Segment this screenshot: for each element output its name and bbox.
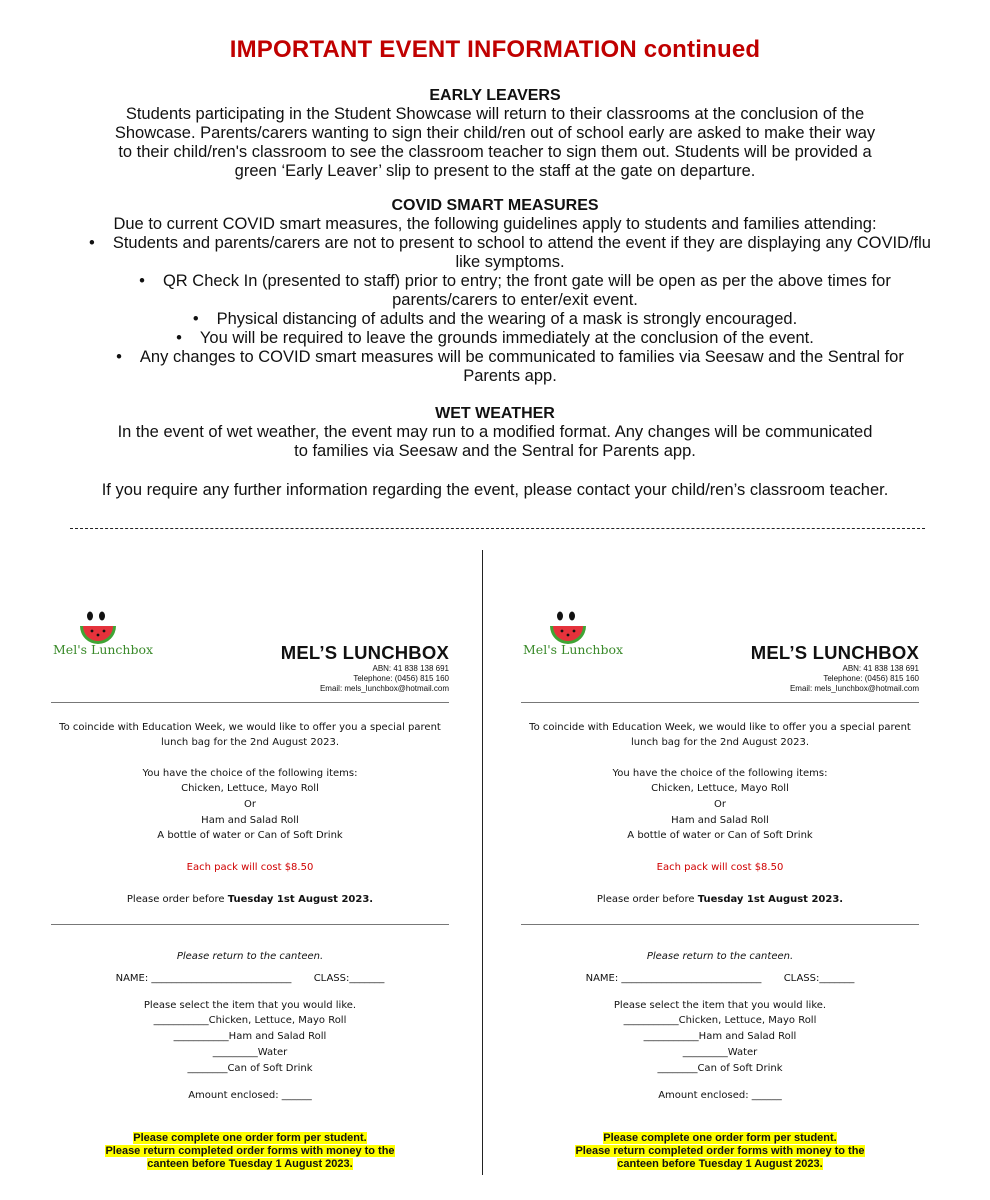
return-text: Please return to the canteen. [646,951,794,962]
business-phone: Telephone: (0456) 815 160 [353,674,449,683]
order-option[interactable]: ________Can of Soft Drink [657,1063,783,1074]
early-leavers-section [45,86,945,181]
intro-line: To coincide with Education Week, we would like to offer you a special parent [529,722,911,733]
select-text: Please select the item that you would like. [613,1000,827,1011]
return-text: Please return to the canteen. [176,951,324,962]
menu-item: A bottle of water or Can of Soft Drink [157,830,343,841]
class-field[interactable]: CLASS:_______ [783,973,855,984]
name-class-fields [45,971,455,987]
highlighted-notes [45,1132,455,1171]
covid-heading: COVID SMART MEASURES [391,197,599,214]
divider [51,702,449,703]
note-line: Please complete one order form per student. [603,1132,837,1144]
note-line: canteen before Tuesday 1 August 2023. [617,1158,823,1170]
note-line: Please return completed order forms with money to the [105,1145,395,1157]
order-deadline: Please order before Tuesday 1st August 2023. [126,894,374,905]
logo-text: Mel's Lunchbox [523,642,624,657]
name-field[interactable]: NAME: ____________________________ [115,973,292,984]
menu-item: Ham and Salad Roll [201,815,299,826]
covid-bullet: Any changes to COVID smart measures will be communicated to families via Seesaw and the Sentral for Parents app. [139,348,904,385]
covid-bullet: Physical distancing of adults and the wearing of a mask is strongly encouraged. [216,310,798,328]
amount-field[interactable]: Amount enclosed: ______ [658,1090,782,1101]
menu-item: Chicken, Lettuce, Mayo Roll [181,783,319,794]
order-deadline: Please order before Tuesday 1st August 2023. [596,894,844,905]
covid-bullet: Students and parents/carers are not to present to school to attend the event if they are displaying any COVID/flu like symptoms. [112,234,931,271]
class-field[interactable]: CLASS:_______ [313,973,385,984]
order-option[interactable]: _________Water [682,1047,758,1058]
menu-or: Or [244,799,256,810]
name-field[interactable]: NAME: ____________________________ [585,973,762,984]
menu-or: Or [714,799,726,810]
order-form-left [45,600,455,1180]
menu-item: Ham and Salad Roll [671,815,769,826]
early-leavers-line: green ‘Early Leaver’ slip to present to the staff at the gate on departure. [234,162,756,180]
covid-intro: Due to current COVID smart measures, the following guidelines apply to students and families attending: [113,215,877,233]
business-email: Email: mels_lunchbox@hotmail.com [789,684,919,693]
early-leavers-line: to their child/ren's classroom to see the classroom teacher to sign them out. Students will be provided a [118,143,872,161]
note-line: canteen before Tuesday 1 August 2023. [147,1158,353,1170]
order-form-right [515,600,925,1180]
intro-line: lunch bag for the 2nd August 2023. [630,737,810,748]
choice-heading: You have the choice of the following items: [612,768,828,779]
form-divider [482,550,483,1175]
business-phone: Telephone: (0456) 815 160 [823,674,919,683]
covid-bullet-list [45,234,945,386]
order-option[interactable]: ___________Ham and Salad Roll [173,1031,327,1042]
price-text: Each pack will cost $8.50 [186,862,314,873]
name-class-fields [515,971,925,987]
divider [51,924,449,925]
business-abn: ABN: 41 838 138 691 [372,664,449,673]
order-option[interactable]: ___________Ham and Salad Roll [643,1031,797,1042]
order-option[interactable]: ___________Chicken, Lettuce, Mayo Roll [623,1015,817,1026]
contact-text: If you require any further information regarding the event, please contact your child/ren’s classroom teacher. [101,481,889,499]
early-leavers-heading: EARLY LEAVERS [429,87,561,104]
business-name: MEL’S LUNCHBOX [750,642,919,663]
wet-weather-line: to families via Seesaw and the Sentral for Parents app. [294,442,696,460]
early-leavers-line: Students participating in the Student Showcase will return to their classrooms at the conclusion of the [125,105,865,123]
intro-line: To coincide with Education Week, we would like to offer you a special parent [59,722,441,733]
wet-weather-section [45,404,945,461]
covid-bullet: QR Check In (presented to staff) prior to entry; the front gate will be open as per the above times for parents/carers to enter/exit event. [162,272,891,309]
business-abn: ABN: 41 838 138 691 [842,664,919,673]
intro-line: lunch bag for the 2nd August 2023. [160,737,340,748]
cut-line [70,528,925,529]
wet-weather-heading: WET WEATHER [435,405,555,422]
divider [521,702,919,703]
note-line: Please complete one order form per student. [133,1132,367,1144]
page-title: IMPORTANT EVENT INFORMATION continued [229,36,761,63]
business-email: Email: mels_lunchbox@hotmail.com [319,684,449,693]
wet-weather-line: In the event of wet weather, the event may run to a modified format. Any changes will be communicated [117,423,873,441]
early-leavers-line: Showcase. Parents/carers wanting to sign their child/ren out of school early are asked to make their way [114,124,876,142]
covid-section [45,196,945,386]
price-text: Each pack will cost $8.50 [656,862,784,873]
menu-item: Chicken, Lettuce, Mayo Roll [651,783,789,794]
covid-bullet: You will be required to leave the grounds immediately at the conclusion of the event. [199,329,814,347]
business-name: MEL’S LUNCHBOX [280,642,449,663]
select-text: Please select the item that you would like. [143,1000,357,1011]
order-option[interactable]: _________Water [212,1047,288,1058]
amount-field[interactable]: Amount enclosed: ______ [188,1090,312,1101]
logo-text: Mel's Lunchbox [53,642,154,657]
divider [521,924,919,925]
highlighted-notes [515,1132,925,1171]
order-option[interactable]: ________Can of Soft Drink [187,1063,313,1074]
order-option[interactable]: ___________Chicken, Lettuce, Mayo Roll [153,1015,347,1026]
menu-item: A bottle of water or Can of Soft Drink [627,830,813,841]
note-line: Please return completed order forms with money to the [575,1145,865,1157]
choice-heading: You have the choice of the following items: [142,768,358,779]
